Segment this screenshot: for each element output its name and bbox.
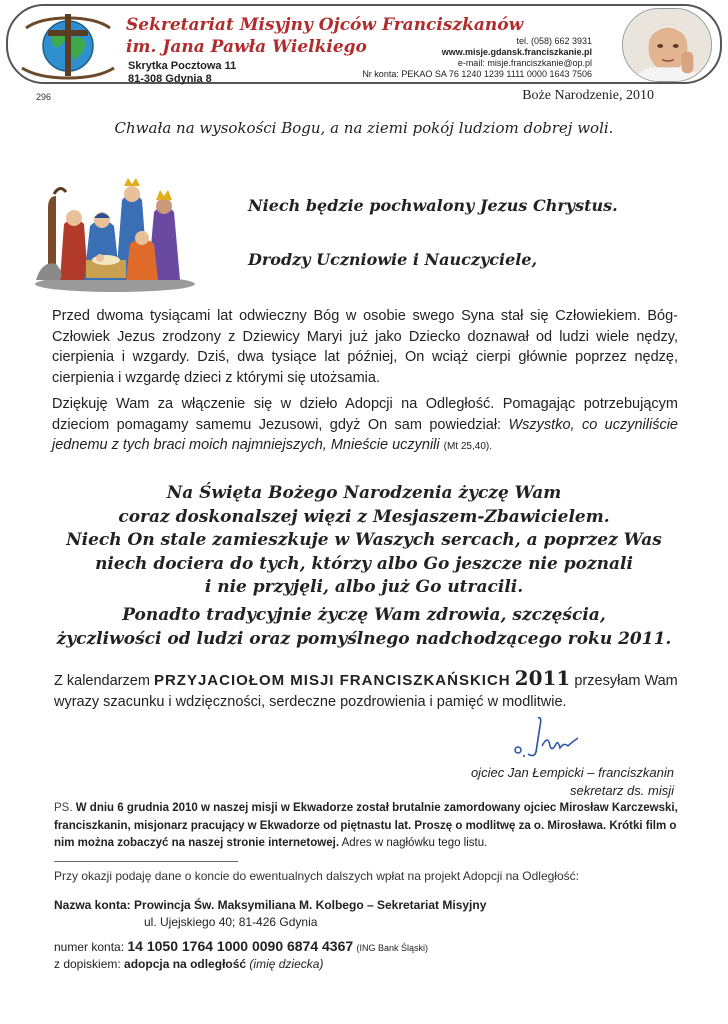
note-label: z dopiskiem: [54,957,121,971]
signer-name: ojciec Jan Łempicki – franciszkanin [470,765,674,780]
wish-line: Niech On stale zamieszkuje w Waszych sercach, a poprzez Was [66,530,662,550]
transfer-note: adopcja na odległość [124,957,247,971]
account-address: ul. Ujejskiego 40; 81-426 Gdynia [144,915,318,929]
handwritten-signature [512,712,582,762]
organization-name-line2: im. Jana Pawła Wielkiego [126,37,367,57]
website: www.misje.gdansk.franciszkanie.pl [441,47,592,57]
account-number: 14 1050 1764 1000 0090 6874 4367 [127,938,354,954]
paragraph-thanks [52,394,678,458]
divider [54,861,238,862]
christmas-wishes [0,482,728,600]
transfer-note-line [54,956,684,972]
account-intro: Przy okazji podaję dane o koncie do ewentualnych dalszych wpłat na projekt Adopcji na Odległość: [54,869,579,883]
ps-text: W dniu 6 grudnia 2010 w naszej misji w Ekwadorze został brutalnie zamordowany ojciec Mirosław Karczewski, franciszkanin, misjonarz pracujący w Ekwadorze od piętnastu lat. Proszę o modlitwę za o. Mirosława. Krótki film o nim można zobaczyć na naszej stronie internetowej. [54,802,678,849]
bible-quote: Wszystko, co uczyniliście jednemu z tych braci moich najmniejszych, Mnieście uczynili [52,416,678,453]
address-line1: Skrytka Pocztowa 11 [128,60,237,72]
bank-name: (ING Bank Śląski) [356,943,429,953]
account-name-label: Nazwa konta: [54,898,131,912]
organization-name-line1: Sekretariat Misyjny Ojców Franciszkanów [126,15,524,35]
wish-line: i nie przyjęli, albo już Go utracili. [204,577,524,597]
calendar-title: PRZYJACIOŁOM MISJI FRANCISZKAŃSKICH [153,672,511,689]
pope-photo [622,8,712,82]
greeting-line: Chwała na wysokości Bogu, a na ziemi pokój ludziom dobrej woli. [114,119,614,137]
new-year-wishes [0,604,728,651]
calendar-rest: przesyłam Wam wyrazy szacunku i wdzięczności, serdeczne pozdrowienia i pamięć w modlitwie. [54,673,678,710]
paragraph-incarnation: Przed dwoma tysiącami lat odwieczny Bóg w osobie swego Syna stał się Człowiekiem. Bóg-Człowiek Jezus zrodzony z Dziewicy Maryi już jako Dziecko doznawał od ludzi wiele nędzy, cierpienia i wzgardy. Dziś, dwa tysiące lat później, On wciąż cierpi głównie poprzez nędzę, cierpienia i wzgardę dzieci z którymi się utożsamia. [52,308,678,386]
reference-number: 296 [36,92,52,102]
ps-tail: Adres w nagłówku tego listu. [341,837,488,849]
account-name-line [54,897,684,913]
signer-block [471,764,674,800]
bible-reference: (Mt 25,40). [443,441,493,452]
nativity-scene-illustration [30,168,200,292]
wish-line: Na Święta Bożego Narodzenia życzę Wam [166,483,562,503]
address-line2: 81-308 Gdynia 8 [128,73,212,85]
phone: tel. (058) 662 3931 [516,36,592,46]
wish-line: coraz doskonalszej więzi z Mesjaszem-Zbawicielem. [118,506,610,527]
note-hint: (imię dziecka) [249,957,324,971]
calendar-prefix: Z kalendarzem [54,673,150,689]
email: e-mail: misje.franciszkanie@op.pl [457,58,592,68]
ps-label: PS. [54,802,73,814]
wish-line: życzliwości od ludzi oraz pomyślnego nadchodzącego roku 2011. [56,628,672,649]
bank-account: Nr konta: PEKAO SA 76 1240 1239 1111 0000 1643 7506 [362,69,592,79]
signer-role: sekretarz ds. misji [569,783,674,798]
account-name: Prowincja Św. Maksymiliana M. Kolbego – Sekretariat Misyjny [134,898,487,912]
praise-line: Niech będzie pochwalony Jezus Chrystus. [248,196,618,215]
wish-line: niech dociera do tych, którzy albo Go jeszcze nie poznali [95,553,633,574]
letterhead [6,4,722,84]
account-number-line [54,938,684,956]
account-number-label: numer konta: [54,940,125,954]
letter-date: Boże Narodzenie, 2010 [522,88,654,103]
wish-line: Ponadto tradycyjnie życzę Wam zdrowia, szczęścia, [122,605,606,625]
contact-info [362,36,592,80]
calendar-paragraph [54,668,684,712]
thanks-text: Dziękuję Wam za włączenie się w dzieło Adopcji na Odległość. Pomagając potrzebującym dzieciom pomagamy samemu Jezusowi, gdyż On sam powiedział: [52,396,678,433]
postscript [54,800,684,853]
calendar-year: 2011 [514,666,571,690]
salutation: Drodzy Uczniowie i Nauczyciele, [248,250,538,269]
mission-logo-icon [18,8,118,82]
postal-address [128,60,236,86]
